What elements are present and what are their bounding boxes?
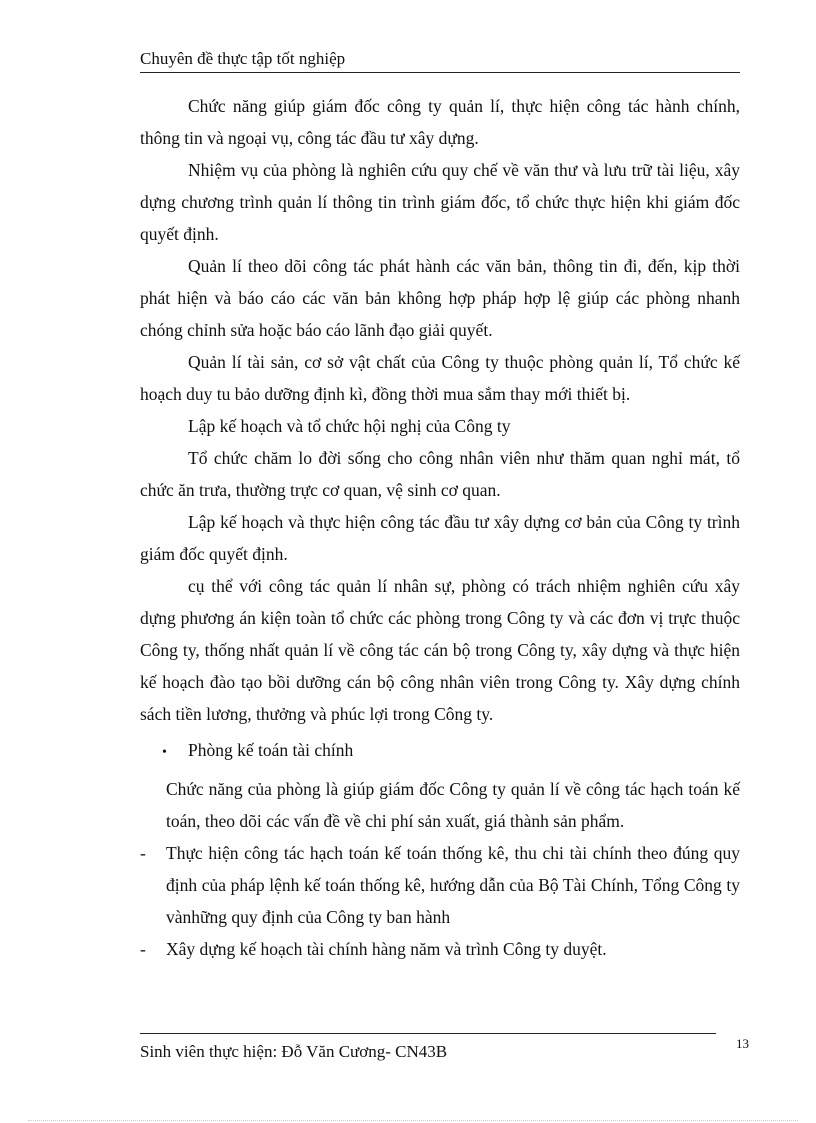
header-title: Chuyên đề thực tập tốt nghiệp xyxy=(140,49,346,68)
paragraph: Nhiệm vụ của phòng là nghiên cứu quy chế về văn thư và lưu trữ tài liệu, xây dựng chương trình quản lí thông tin trình giám đốc, tổ chức thực hiện khi giám đốc quyết định. xyxy=(140,160,740,244)
footer-author: Sinh viên thực hiện: Đỗ Văn Cương- CN43B xyxy=(140,1042,448,1061)
paragraph: cụ thể với công tác quản lí nhân sự, phòng có trách nhiệm nghiên cứu xây dựng phương án kiện toàn tổ chức các phòng trong Công ty và các đơn vị trực thuộc Công ty, thống nhất quản lí về công tác cán bộ trong Công ty, xây dựng và thực hiện kế hoạch đào tạo bồi dưỡng cán bộ công nhân viên trong Công ty. Xây dựng chính sách tiền lương, thưởng và phúc lợi trong Công ty. xyxy=(140,576,740,724)
dash-marker: - xyxy=(140,843,146,863)
section-title: Phòng kế toán tài chính xyxy=(188,740,354,760)
dash-marker: - xyxy=(140,939,146,959)
page-edge-divider xyxy=(28,1120,798,1121)
bullet-icon: • xyxy=(162,745,167,760)
paragraph: Chức năng giúp giám đốc công ty quản lí, thực hiện công tác hành chính, thông tin và ngoại vụ, công tác đầu tư xây dựng. xyxy=(140,96,740,148)
section-bullet xyxy=(140,734,740,769)
paragraph: Lập kế hoạch và tổ chức hội nghị của Công ty xyxy=(188,416,511,436)
page-number: 13 xyxy=(736,1036,749,1051)
paragraph: Tổ chức chăm lo đời sống cho công nhân viên như thăm quan nghỉ mát, tổ chức ăn trưa, thường trực cơ quan, vệ sinh cơ quan. xyxy=(140,448,740,500)
list-item xyxy=(140,837,740,933)
list-item-text: Thực hiện công tác hạch toán kế toán thống kê, thu chi tài chính theo đúng quy định của pháp lệnh kế toán thống kê, hướng dẫn của Bộ Tài Chính, Tổng Công ty vànhững quy định của Công ty ban hành xyxy=(166,843,740,927)
list-item xyxy=(140,933,740,965)
paragraph: Quản lí theo dõi công tác phát hành các văn bản, thông tin đi, đến, kịp thời phát hiện và báo cáo các văn bản không hợp pháp hợp lệ giúp các phòng nhanh chóng chỉnh sửa hoặc báo cáo lãnh đạo giải quyết. xyxy=(140,256,740,340)
paragraph: Quản lí tài sản, cơ sở vật chất của Công ty thuộc phòng quản lí, Tổ chức kế hoạch duy tu bảo dưỡng định kì, đồng thời mua sắm thay mới thiết bị. xyxy=(140,352,740,404)
footer-divider xyxy=(140,1033,716,1034)
document-body xyxy=(140,90,740,965)
function-paragraph: Chức năng của phòng là giúp giám đốc Công ty quản lí về công tác hạch toán kế toán, theo dõi các vấn đề về chi phí sản xuất, giá thành sản phẩm. xyxy=(166,779,740,831)
paragraph: Lập kế hoạch và thực hiện công tác đầu tư xây dựng cơ bản của Công ty trình giám đốc quyết định. xyxy=(140,512,740,564)
list-item-text: Xây dựng kế hoạch tài chính hàng năm và trình Công ty duyệt. xyxy=(166,939,607,959)
page-header xyxy=(140,48,740,73)
